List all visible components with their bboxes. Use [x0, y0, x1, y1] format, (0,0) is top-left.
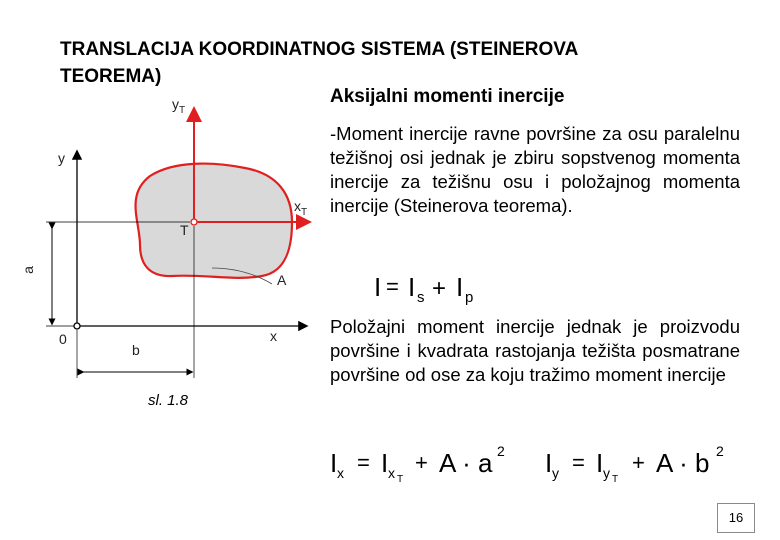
svg-text:=: =	[357, 450, 370, 475]
label-b: b	[132, 342, 140, 358]
svg-text:I: I	[596, 448, 604, 478]
label-T: T	[180, 222, 189, 238]
label-x: x	[270, 328, 277, 344]
svg-text:=: =	[572, 450, 585, 475]
formula-Ix	[325, 438, 515, 486]
svg-text:p: p	[465, 289, 474, 306]
label-y: y	[58, 150, 65, 166]
svg-text:y: y	[603, 465, 610, 481]
svg-text:I: I	[374, 272, 382, 302]
origin-point	[74, 323, 80, 329]
svg-text:+: +	[632, 450, 645, 475]
paragraph-steiner: -Moment inercije ravne površine za osu paralelnu težišnoj osi jednak je zbiru sopstvenog momenta inercije za težišnu osu i položajnog momenta inercije (Steinerova teorema).	[330, 123, 740, 216]
formula-steiner	[370, 266, 510, 308]
svg-text:I: I	[330, 448, 338, 478]
svg-text:+: +	[415, 450, 428, 475]
svg-text:2: 2	[716, 443, 724, 459]
figure-caption: sl. 1.8	[148, 392, 189, 409]
svg-text:s: s	[417, 289, 425, 306]
centroid-point	[191, 219, 197, 225]
formula-Iy	[540, 438, 740, 486]
section-subtitle: Aksijalni momenti inercije	[330, 86, 565, 107]
svg-text:I: I	[456, 272, 464, 302]
label-yT: $y_T$	[172, 96, 186, 116]
svg-text:2: 2	[497, 443, 505, 459]
svg-text:I: I	[545, 448, 553, 478]
svg-text:x: x	[337, 465, 344, 481]
svg-text:I: I	[408, 272, 416, 302]
svg-text:A · b: A · b	[656, 448, 710, 478]
steiner-diagram	[0, 0, 320, 420]
area-shape	[136, 164, 292, 278]
label-xT: $x_T$	[294, 198, 308, 218]
paragraph-position-moment: Položajni moment inercije jednak je proizvodu površine i kvadrata rastojanja težišta posmatrane površine od ose za koju tražimo moment inercije	[330, 316, 740, 385]
label-A: A	[277, 272, 287, 288]
label-origin: 0	[59, 331, 67, 347]
page-title: TRANSLACIJA KOORDINATNOG SISTEMA (STEINEROVA TEOREMA)	[60, 39, 578, 87]
label-a: a	[19, 266, 36, 274]
svg-text:T: T	[612, 474, 619, 485]
page-number: 16	[717, 503, 755, 533]
svg-text:x: x	[388, 465, 395, 481]
svg-text:I: I	[381, 448, 389, 478]
svg-text:y: y	[552, 465, 559, 481]
svg-text:T: T	[397, 474, 404, 485]
svg-text:+: +	[432, 275, 447, 302]
svg-text:=: =	[386, 274, 399, 299]
svg-text:A · a: A · a	[439, 448, 493, 478]
